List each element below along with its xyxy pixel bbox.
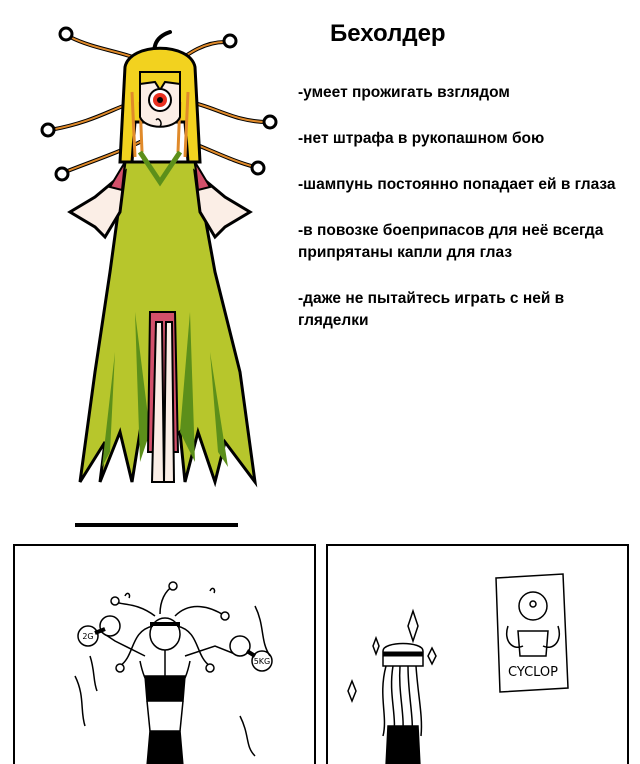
trait-item: -даже не пытайтесь играть с ней в гляделки [298, 290, 565, 329]
poster-sketch [328, 546, 629, 764]
trait-item: -шампунь постоянно попадает ей в глаза [298, 176, 616, 193]
page-title: Бехолдер [330, 20, 446, 47]
dumbbell-left-label: 2G [82, 632, 94, 641]
trait-item: -умеет прожигать взглядом [298, 84, 510, 101]
trait-item: -в повозке боеприпасов для неё всегда припрятаны капли для глаз [298, 222, 604, 261]
comic-panel-poster [326, 544, 629, 764]
trait-list [298, 82, 628, 332]
comic-panel-workout [13, 544, 316, 764]
dumbbell-right-label: 5KG [253, 657, 271, 666]
poster-label: CYCLOP [507, 665, 559, 680]
beholder-girl-illustration [40, 12, 280, 532]
trait-item: -нет штрафа в рукопашном бою [298, 130, 545, 147]
workout-sketch [15, 546, 316, 764]
